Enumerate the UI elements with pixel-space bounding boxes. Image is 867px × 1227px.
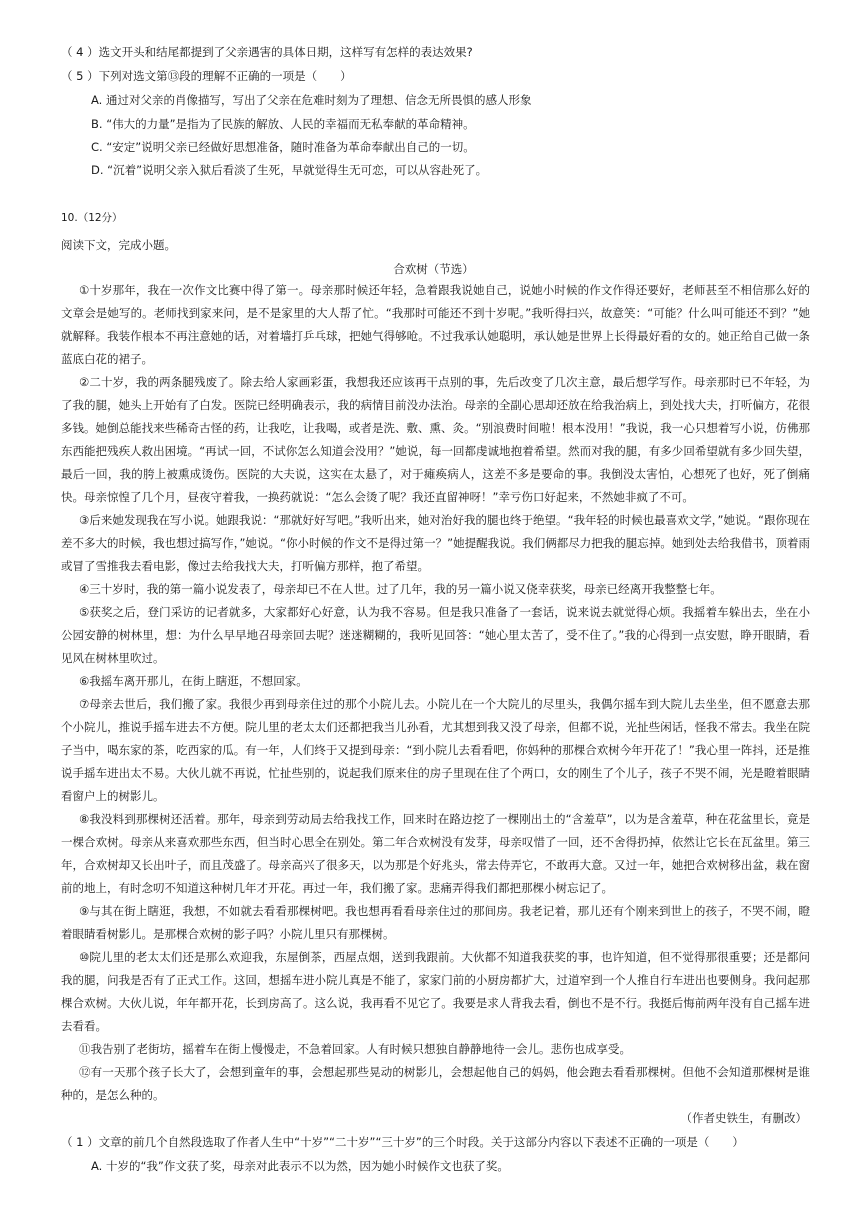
question-4: （ 4 ）选文开头和结尾都提到了父亲遇害的具体日期，这样写有怎样的表达效果? [61, 45, 473, 59]
question-1-option-a: A. 十岁的“我”作文获了奖，母亲对此表示不以为然，因为她小时候作文也获了奖。 [91, 1159, 509, 1173]
instruction-text: 阅读下文，完成小题。 [61, 238, 176, 252]
paragraph-4: ④三十岁时，我的第一篇小说发表了，母亲却已不在人世。过了几年，我的另一篇小说又侥幸获奖，母亲已经离开我整整七年。 [79, 582, 722, 596]
paragraph-8: ⑧我没料到那棵树还活着。那年，母亲到劳动局去给我找工作，回来时在路边挖了一棵刚出土的“含羞草”，以为是含羞草，种在花盆里长，竟是一棵合欢树。母亲从来喜欢那些东西，但当时心思全在别处。第二年合欢树没有发芽，母亲叹惜了一回，还不舍得扔掉，依然让它长在瓦盆里。第三年，合欢树却又长出叶子，而且茂盛了。母亲高兴了很多天，以为那是个好兆头，常去侍弄它，不敢再大意。又过一年，她把合欢树移出盆，栽在窗前的地上，有时念叨不知道这种树几年才开花。再过一年，我们搬了家。悲痛弄得我们都把那棵小树忘记了。 [61, 812, 810, 895]
paragraph-5: ⑤获奖之后，登门采访的记者就多，大家都好心好意，认为我不容易。但是我只准备了一套话，说来说去就觉得心烦。我摇着车躲出去，坐在小公园安静的树林里，想：为什么早早地召母亲回去呢？迷迷糊糊的，我听见回答：“她心里太苦了，受不住了。”我的心得到一点安慰，睁开眼睛，看见风在树林里吹过。 [61, 605, 810, 665]
option-a: A. 通过对父亲的肖像描写，写出了父亲在危难时刻为了理想、信念无所畏惧的感人形象 [91, 93, 532, 107]
paragraph-11: ⑪我告别了老街坊，摇着车在街上慢慢走，不急着回家。人有时候只想独自静静地待一会儿。悲伤也成享受。 [79, 1042, 631, 1056]
paragraph-7: ⑦母亲去世后，我们搬了家。我很少再到母亲住过的那个小院儿去。小院儿在一个大院儿的尽里头，我偶尔摇车到大院儿去坐坐，但不愿意去那个小院儿，推说手摇车进去不方便。院儿里的老太太们还都把我当儿孙看，尤其想到我又没了母亲，但都不说，光扯些闲话，怪我不常去。我坐在院子当中，喝东家的茶，吃西家的瓜。有一年，人们终于又提到母亲：“到小院儿去看看吧，你妈种的那棵合欢树今年开花了！”我心里一阵抖，还是推说手摇车进出太不易。大伙儿就不再说，忙扯些别的，说起我们原来住的房子里现在住了个两口，女的刚生了个儿子，孩子不哭不闹，光是瞪着眼睛看窗户上的树影儿。 [61, 697, 810, 803]
paragraph-3: ③后来她发现我在写小说。她跟我说：“那就好好写吧。”我听出来，她对治好我的腿也终于绝望。“我年轻的时候也最喜欢文学，”她说。“跟你现在差不多大的时候，我也想过搞写作，”她说。“你小时候的作文不是得过第一？”她提醒我说。我们俩都尽力把我的腿忘掉。她到处去给我借书，顶着雨或冒了雪推我去看电影，像过去给我找大夫，打听偏方那样，抱了希望。 [61, 513, 810, 573]
paragraph-2: ②二十岁，我的两条腿残废了。除去给人家画彩蛋，我想我还应该再干点别的事，先后改变了几次主意，最后想学写作。母亲那时已不年轻，为了我的腿，她头上开始有了白发。医院已经明确表示，我的病情目前没办法治。母亲的全副心思却还放在给我治病上，到处找大夫，打听偏方，花很多钱。她倒总能找来些稀奇古怪的药，让我吃，让我喝，或者是洗、敷、熏、灸。“别浪费时间啦！根本没用！”我说，我一心只想着写小说，仿佛那东西能把残疾人救出困境。“再试一回，不试你怎么知道会没用？”她说，每一回都虔诚地抱着希望。然而对我的腿，有多少回希望就有多少回失望，最后一回，我的胯上被熏成烫伤。医院的大夫说，这实在太悬了，对于瘫痪病人，这差不多是要命的事。我倒没太害怕，心想死了也好，死了倒痛快。母亲惊惶了几个月，昼夜守着我，一换药就说：“怎么会烫了呢？我还直留神呀！”幸亏伤口好起来，不然她非疯了不可。 [61, 375, 810, 504]
question-1: （ 1 ）文章的前几个自然段选取了作者人生中“十岁”“二十岁”“三十岁”的三个时段。关于这部分内容以下表述不正确的一项是（ ） [61, 1135, 744, 1149]
question-number: 10.（12分） [61, 212, 123, 224]
paragraph-9: ⑨与其在街上瞎逛，我想，不如就去看看那棵树吧。我也想再看看母亲住过的那间房。我老记着，那儿还有个刚来到世上的孩子，不哭不闹，瞪着眼睛看树影儿。是那棵合欢树的影子吗？小院儿里只有那棵树。 [61, 904, 810, 941]
author-source: （作者史铁生，有删改） [680, 1111, 807, 1125]
option-c: C. “安定”说明父亲已经做好思想准备，随时准备为革命奉献出自己的一切。 [91, 140, 475, 154]
article-title: 合欢树（节选） [393, 262, 474, 276]
question-5: （ 5 ）下列对选文第⑬段的理解不正确的一项是（ ） [61, 69, 352, 83]
option-d: D. “沉着”说明父亲入狱后看淡了生死，早就觉得生无可恋，可以从容赴死了。 [91, 163, 488, 177]
option-b: B. “伟大的力量”是指为了民族的解放、人民的幸福而无私奉献的革命精神。 [91, 117, 475, 131]
paragraph-10: ⑩院儿里的老太太们还是那么欢迎我，东屋倒茶，西屋点烟，送到我跟前。大伙都不知道我获奖的事，也许知道，但不觉得那很重要；还是都问我的腿，问我是否有了正式工作。这回，想摇车进小院儿真是不能了，家家门前的小厨房都扩大，过道窄到一个人推自行车进出也要侧身。我问起那棵合欢树。大伙儿说，年年都开花，长到房高了。这么说，我再看不见它了。我要是求人背我去看，倒也不是不行。我挺后悔前两年没有自己摇车进去看看。 [61, 950, 810, 1033]
paragraph-6: ⑥我摇车离开那儿，在街上瞎逛，不想回家。 [79, 674, 308, 688]
paragraph-1: ①十岁那年，我在一次作文比赛中得了第一。母亲那时候还年轻，急着跟我说她自己，说她小时候的作文作得还要好，老师甚至不相信那么好的文章会是她写的。老师找到家来问，是不是家里的大人帮了忙。“我那时可能还不到十岁呢。”我听得扫兴，故意笑：“可能？什么叫可能还不到？”她就解释。我装作根本不再注意她的话，对着墙打乒乓球，把她气得够呛。不过我承认她聪明，承认她是世界上长得最好看的女的。她正给自己做一条蓝底白花的裙子。 [61, 283, 810, 366]
paragraph-12: ⑫有一天那个孩子长大了，会想到童年的事，会想起那些晃动的树影儿，会想起他自己的妈妈，他会跑去看看那棵树。但他不会知道那棵树是谁种的，是怎么种的。 [61, 1065, 810, 1102]
